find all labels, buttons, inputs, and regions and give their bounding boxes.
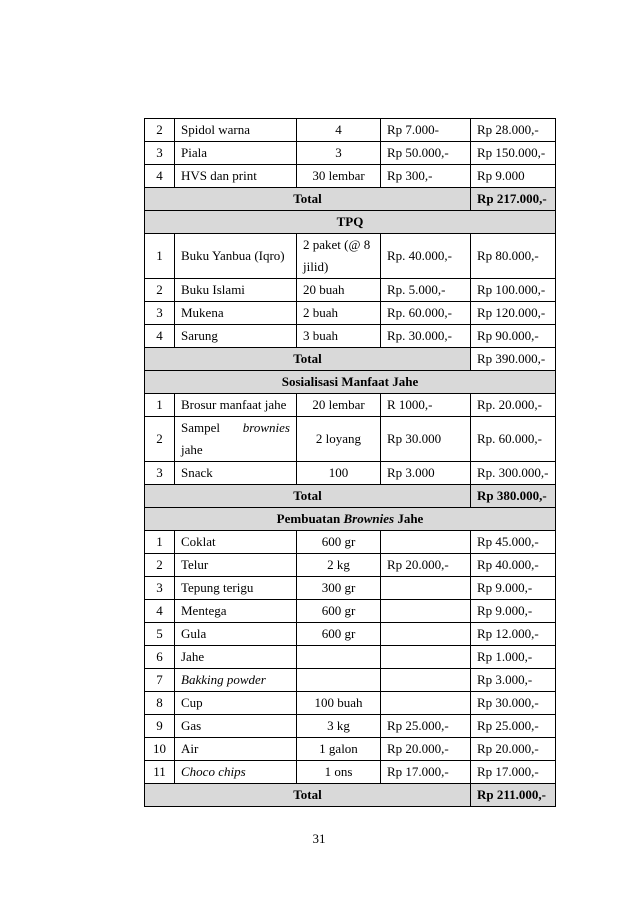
line-total: Rp. 20.000,- (471, 394, 556, 417)
unit-price: Rp 17.000,- (381, 761, 471, 784)
line-total: Rp 28.000,- (471, 119, 556, 142)
item-name-italic: Choco chips (181, 764, 246, 779)
line-total: Rp 80.000,- (471, 234, 556, 279)
item-name: Mukena (175, 302, 297, 325)
item-name: Tepung terigu (175, 577, 297, 600)
item-name: Snack (175, 462, 297, 485)
item-quantity: 3 buah (297, 325, 381, 348)
item-quantity: 100 buah (297, 692, 381, 715)
table-row (145, 738, 556, 761)
unit-price: Rp 7.000- (381, 119, 471, 142)
total-label: Total (145, 485, 471, 508)
item-name (175, 669, 297, 692)
section-row (145, 211, 556, 234)
row-number: 7 (145, 669, 175, 692)
table-row (145, 715, 556, 738)
unit-price: Rp. 40.000,- (381, 234, 471, 279)
item-name-italic: Bakking powder (181, 672, 266, 687)
row-number: 3 (145, 577, 175, 600)
total-value: Rp 380.000,- (471, 485, 556, 508)
table-row (145, 142, 556, 165)
item-name: Sarung (175, 325, 297, 348)
table-row (145, 761, 556, 784)
row-number: 11 (145, 761, 175, 784)
unit-price: Rp 50.000,- (381, 142, 471, 165)
line-total: Rp 45.000,- (471, 531, 556, 554)
line-total: Rp 90.000,- (471, 325, 556, 348)
line-total: Rp 9.000 (471, 165, 556, 188)
total-value: Rp 390.000,- (471, 348, 556, 371)
unit-price: R 1000,- (381, 394, 471, 417)
item-quantity (297, 669, 381, 692)
table-row (145, 325, 556, 348)
item-name: Cup (175, 692, 297, 715)
budget-table (144, 118, 556, 807)
total-row (145, 348, 556, 371)
item-name: Mentega (175, 600, 297, 623)
item-quantity: 2 paket (@ 8 jilid) (297, 234, 381, 279)
item-name: Coklat (175, 531, 297, 554)
item-name: Spidol warna (175, 119, 297, 142)
unit-price: Rp 30.000 (381, 417, 471, 462)
unit-price: Rp 25.000,- (381, 715, 471, 738)
line-total: Rp 100.000,- (471, 279, 556, 302)
item-quantity: 600 gr (297, 531, 381, 554)
section-row (145, 508, 556, 531)
total-label: Total (145, 784, 471, 807)
item-quantity: 3 (297, 142, 381, 165)
row-number: 2 (145, 119, 175, 142)
row-number: 4 (145, 165, 175, 188)
unit-price: Rp 20.000,- (381, 554, 471, 577)
unit-price: Rp. 5.000,- (381, 279, 471, 302)
section-title: TPQ (145, 211, 556, 234)
table-row (145, 302, 556, 325)
row-number: 2 (145, 554, 175, 577)
total-row (145, 188, 556, 211)
section-row (145, 371, 556, 394)
row-number: 2 (145, 279, 175, 302)
item-quantity: 100 (297, 462, 381, 485)
unit-price (381, 531, 471, 554)
item-name: Buku Islami (175, 279, 297, 302)
item-name: Piala (175, 142, 297, 165)
item-name: Jahe (175, 646, 297, 669)
unit-price: Rp. 60.000,- (381, 302, 471, 325)
total-row (145, 784, 556, 807)
table-row (145, 669, 556, 692)
item-quantity: 2 kg (297, 554, 381, 577)
item-name: Buku Yanbua (Iqro) (175, 234, 297, 279)
row-number: 6 (145, 646, 175, 669)
table-row (145, 554, 556, 577)
section-title-pre: Pembuatan (276, 511, 344, 526)
unit-price: Rp. 30.000,- (381, 325, 471, 348)
line-total: Rp 120.000,- (471, 302, 556, 325)
unit-price: Rp 20.000,- (381, 738, 471, 761)
table-row (145, 646, 556, 669)
unit-price (381, 600, 471, 623)
table-row (145, 462, 556, 485)
line-total: Rp 20.000,- (471, 738, 556, 761)
row-number: 4 (145, 600, 175, 623)
total-label: Total (145, 188, 471, 211)
total-value: Rp 217.000,- (471, 188, 556, 211)
item-quantity (297, 646, 381, 669)
unit-price: Rp 3.000 (381, 462, 471, 485)
line-total: Rp 9.000,- (471, 577, 556, 600)
table-row (145, 165, 556, 188)
item-quantity: 600 gr (297, 623, 381, 646)
item-name: Telur (175, 554, 297, 577)
table-row (145, 119, 556, 142)
item-name (175, 761, 297, 784)
line-total: Rp 25.000,- (471, 715, 556, 738)
row-number: 5 (145, 623, 175, 646)
section-title (145, 508, 556, 531)
row-number: 3 (145, 302, 175, 325)
item-name: Gula (175, 623, 297, 646)
total-label: Total (145, 348, 471, 371)
row-number: 1 (145, 531, 175, 554)
unit-price (381, 692, 471, 715)
item-quantity: 4 (297, 119, 381, 142)
row-number: 1 (145, 234, 175, 279)
line-total: Rp 1.000,- (471, 646, 556, 669)
unit-price (381, 623, 471, 646)
table-row (145, 394, 556, 417)
unit-price: Rp 300,- (381, 165, 471, 188)
item-quantity: 30 lembar (297, 165, 381, 188)
line-total: Rp 17.000,- (471, 761, 556, 784)
table-row (145, 279, 556, 302)
row-number: 3 (145, 462, 175, 485)
item-quantity: 1 galon (297, 738, 381, 761)
section-title-em: Brownies (343, 511, 395, 526)
item-quantity: 3 kg (297, 715, 381, 738)
row-number: 4 (145, 325, 175, 348)
page-number: 31 (312, 831, 326, 846)
row-number: 10 (145, 738, 175, 761)
section-title-post: Jahe (394, 511, 424, 526)
line-total: Rp. 300.000,- (471, 462, 556, 485)
item-quantity: 20 lembar (297, 394, 381, 417)
table-row (145, 417, 556, 462)
row-number: 3 (145, 142, 175, 165)
table-row (145, 692, 556, 715)
line-total: Rp 40.000,- (471, 554, 556, 577)
line-total: Rp 150.000,- (471, 142, 556, 165)
unit-price (381, 669, 471, 692)
section-title: Sosialisasi Manfaat Jahe (145, 371, 556, 394)
line-total: Rp. 60.000,- (471, 417, 556, 462)
table-row (145, 577, 556, 600)
item-name: Gas (175, 715, 297, 738)
item-quantity: 1 ons (297, 761, 381, 784)
table-row (145, 623, 556, 646)
item-quantity: 600 gr (297, 600, 381, 623)
unit-price (381, 577, 471, 600)
line-total: Rp 12.000,- (471, 623, 556, 646)
item-quantity: 300 gr (297, 577, 381, 600)
item-quantity: 2 loyang (297, 417, 381, 462)
item-name: Air (175, 738, 297, 761)
total-value: Rp 211.000,- (471, 784, 556, 807)
row-number: 9 (145, 715, 175, 738)
line-total: Rp 9.000,- (471, 600, 556, 623)
item-name-word-1: Sampel (181, 420, 220, 435)
item-name: Brosur manfaat jahe (175, 394, 297, 417)
item-name-word-2: brownies (242, 420, 290, 435)
row-number: 1 (145, 394, 175, 417)
item-quantity: 20 buah (297, 279, 381, 302)
item-name-word-3: jahe (181, 442, 203, 457)
item-quantity: 2 buah (297, 302, 381, 325)
total-row (145, 485, 556, 508)
line-total: Rp 3.000,- (471, 669, 556, 692)
unit-price (381, 646, 471, 669)
item-name (175, 417, 297, 462)
item-name: HVS dan print (175, 165, 297, 188)
line-total: Rp 30.000,- (471, 692, 556, 715)
table-row (145, 531, 556, 554)
table-row (145, 600, 556, 623)
row-number: 8 (145, 692, 175, 715)
table-row (145, 234, 556, 279)
row-number: 2 (145, 417, 175, 462)
